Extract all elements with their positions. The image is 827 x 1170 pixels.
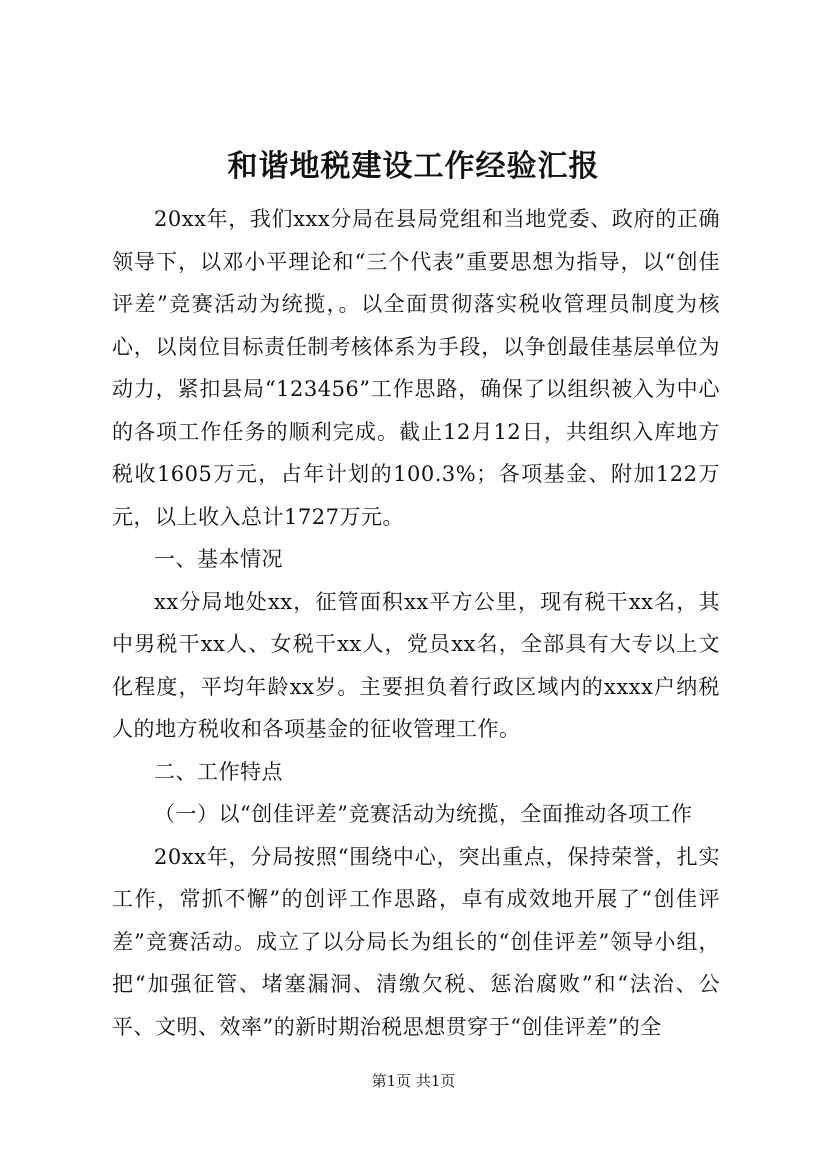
section-heading-work-features: 二、工作特点 — [154, 759, 283, 784]
paragraph-intro: 20xx年，我们xxx分局在县局党组和当地党委、政府的正确领导下，以邓小平理论和“三个代表”重要思想为指导，以“创佳评差”竞赛活动为统揽，。以全面贯彻落实税收管理员制度为核心，以岗位目标责任制考核体系为手段，以争创最佳基层单位为动力，紧扣县局“123456”工作思路，确保了以组织被入为中心的各项工作任务的顺利完成。截止12月12日，共组织入库地方税收1605万元，占年计划的100.3%；各项基金、附加122万元，以上收入总计1727万元。 — [112, 207, 720, 529]
document-body — [112, 198, 720, 1048]
document-title: 和谐地税建设工作经验汇报 — [227, 149, 600, 184]
paragraph-work-features: 20xx年，分局按照“围绕中心，突出重点，保持荣誉，扎实工作，常抓不懈”的创评工作思路，卓有成效地开展了“创佳评差”竞赛活动。成立了以分局长为组长的“创佳评差”领导小组，把“加强征管、堵塞漏洞、清缴欠税、惩治腐败”和“法治、公平、文明、效率”的新时期治税思想贯穿于“创佳评差”的全 — [112, 844, 720, 1039]
page-number-footer: 第1页 共1页 — [371, 1072, 456, 1090]
section-heading-basic-info: 一、基本情况 — [154, 547, 283, 571]
paragraph-basic-info: xx分局地处xx，征管面积xx平方公里，现有税干xx名，其中男税干xx人、女税干xx人，党员xx名，全部具有大专以上文化程度，平均年龄xx岁。主要担负着行政区域内的xxxx户纳税人的地方税收和各项基金的征收管理工作。 — [112, 589, 720, 741]
subsection-heading-1: （一）以“创佳评差”竞赛活动为统揽，全面推动各项工作 — [154, 802, 693, 826]
